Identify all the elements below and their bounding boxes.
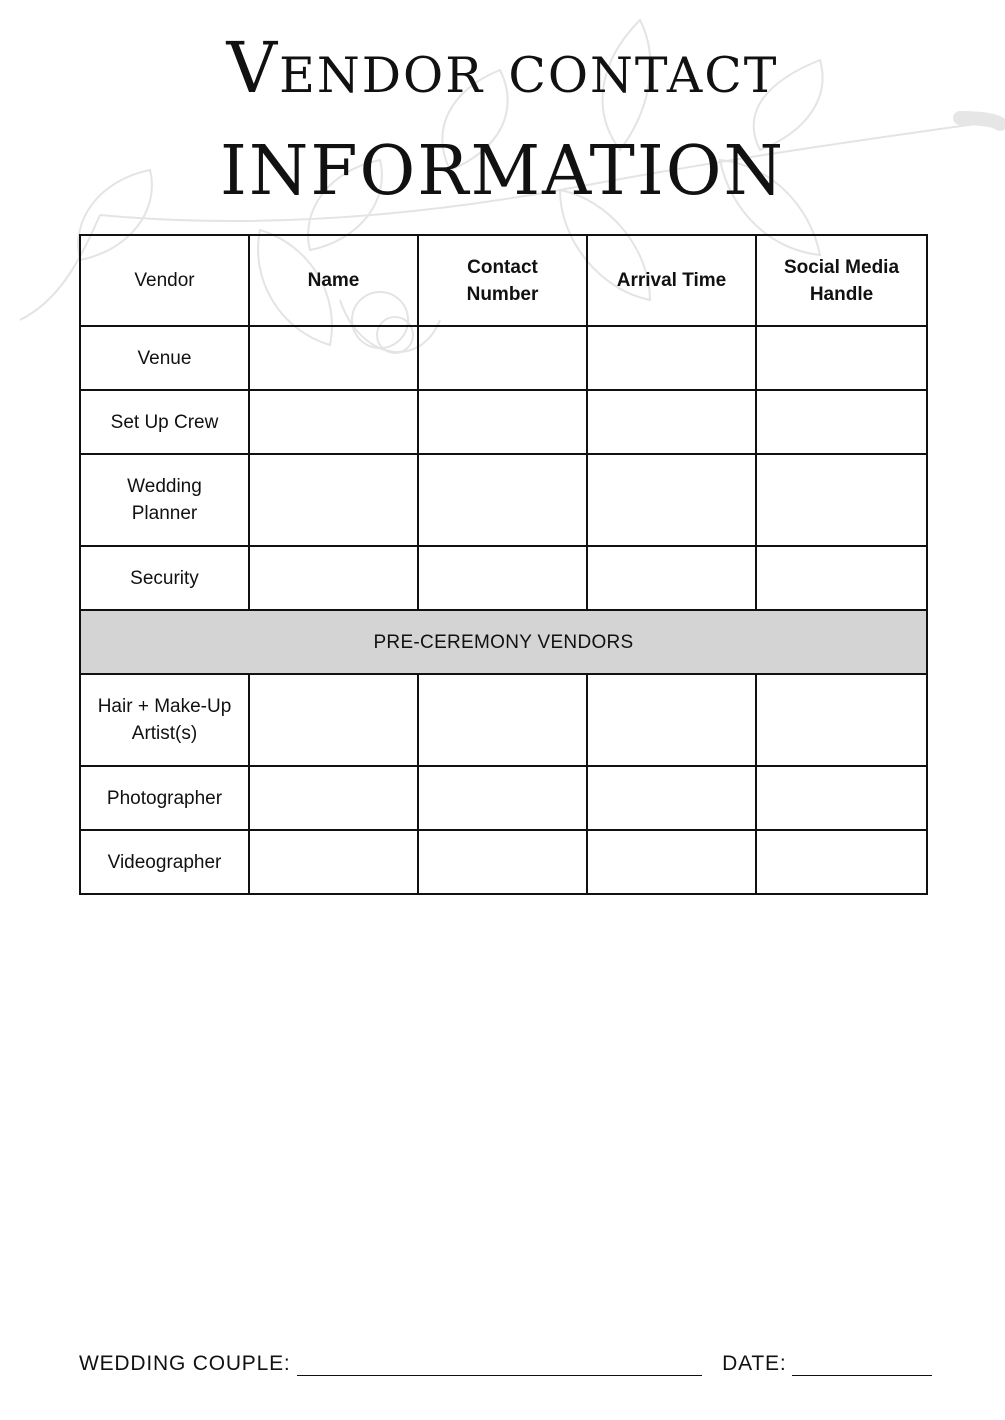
- arrival-time-cell[interactable]: [587, 830, 756, 894]
- social-media-cell[interactable]: [756, 326, 927, 390]
- vendor-label: Hair + Make-Up Artist(s): [80, 674, 249, 766]
- social-media-cell[interactable]: [756, 546, 927, 610]
- contact-number-cell[interactable]: [418, 326, 587, 390]
- vendor-label: Set Up Crew: [80, 390, 249, 454]
- contact-number-cell[interactable]: [418, 674, 587, 766]
- social-media-cell[interactable]: [756, 674, 927, 766]
- page-title-line-1: Vendor contact: [226, 27, 779, 109]
- name-cell[interactable]: [249, 326, 418, 390]
- header-vendor: Vendor: [80, 235, 249, 326]
- header-arrival-time: Arrival Time: [587, 235, 756, 326]
- contact-number-cell[interactable]: [418, 766, 587, 830]
- section-label: PRE-CEREMONY VENDORS: [80, 610, 927, 674]
- vendor-label: Photographer: [80, 766, 249, 830]
- page-title-line-2: INFORMATION: [220, 132, 785, 211]
- vendor-label: Security: [80, 546, 249, 610]
- social-media-cell[interactable]: [756, 454, 927, 546]
- section-header-row: [80, 610, 927, 674]
- header-contact-number: Contact Number: [418, 235, 587, 326]
- footer-signature-line: [79, 1352, 949, 1376]
- arrival-time-cell[interactable]: [587, 326, 756, 390]
- vendor-label: Venue: [80, 326, 249, 390]
- arrival-time-cell[interactable]: [587, 674, 756, 766]
- vendor-label: Wedding Planner: [80, 454, 249, 546]
- vendor-label: Videographer: [80, 830, 249, 894]
- name-cell[interactable]: [249, 674, 418, 766]
- header-name: Name: [249, 235, 418, 326]
- contact-number-cell[interactable]: [418, 454, 587, 546]
- contact-number-cell[interactable]: [418, 390, 587, 454]
- table-row: [80, 390, 927, 454]
- arrival-time-cell[interactable]: [587, 454, 756, 546]
- table-header-row: [80, 235, 927, 326]
- social-media-cell[interactable]: [756, 766, 927, 830]
- date-label: DATE:: [722, 1352, 787, 1375]
- date-field[interactable]: [792, 1355, 932, 1376]
- name-cell[interactable]: [249, 546, 418, 610]
- arrival-time-cell[interactable]: [587, 546, 756, 610]
- table-row: [80, 830, 927, 894]
- wedding-couple-field[interactable]: [297, 1355, 702, 1376]
- name-cell[interactable]: [249, 766, 418, 830]
- table-row: [80, 454, 927, 546]
- table-row: [80, 766, 927, 830]
- name-cell[interactable]: [249, 454, 418, 546]
- contact-number-cell[interactable]: [418, 546, 587, 610]
- arrival-time-cell[interactable]: [587, 766, 756, 830]
- name-cell[interactable]: [249, 390, 418, 454]
- contact-number-cell[interactable]: [418, 830, 587, 894]
- table-row: [80, 674, 927, 766]
- social-media-cell[interactable]: [756, 390, 927, 454]
- table-row: [80, 546, 927, 610]
- social-media-cell[interactable]: [756, 830, 927, 894]
- name-cell[interactable]: [249, 830, 418, 894]
- vendor-contact-table: [79, 234, 928, 895]
- wedding-couple-label: WEDDING COUPLE:: [79, 1352, 291, 1375]
- arrival-time-cell[interactable]: [587, 390, 756, 454]
- header-social-media-handle: Social Media Handle: [756, 235, 927, 326]
- table-row: [80, 326, 927, 390]
